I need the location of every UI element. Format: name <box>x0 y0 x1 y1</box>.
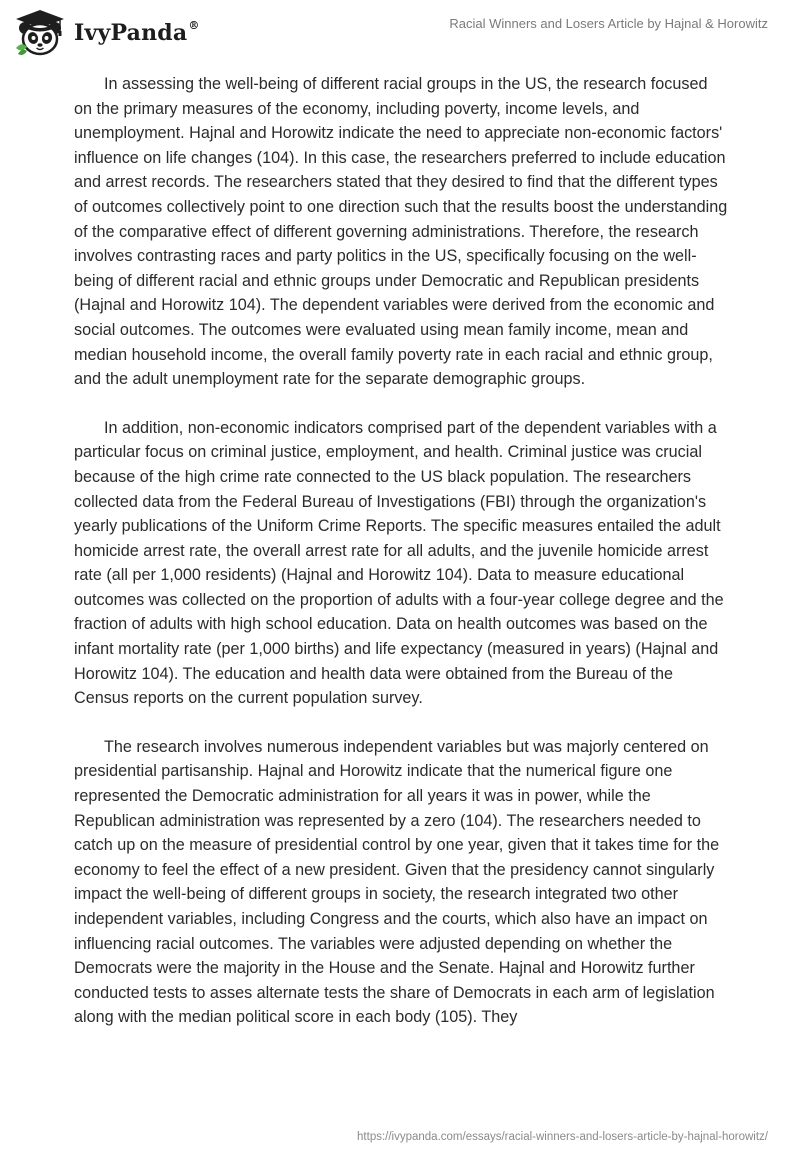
registered-mark: ® <box>188 19 200 32</box>
document-title: Racial Winners and Losers Article by Hajnal & Horowitz <box>449 16 768 31</box>
page-header <box>0 0 800 60</box>
paragraph: In assessing the well-being of different racial groups in the US, the research focused on the primary measures of the economy, including poverty, income levels, and unemployment. Hajnal and Horowitz indicate the need to appreciate non-economic factors' influence on life changes (104). In this case, the researchers preferred to include education and arrest records. The researchers stated that they desired to find that the different types of outcomes collectively point to one direction such that the results boost the understanding of the comparative effect of different governing administrations. Therefore, the research involves contrasting races and party politics in the US, specifically focusing on the well-being of different racial and ethnic groups under Democratic and Republican presidents (Hajnal and Horowitz 104). The dependent variables were derived from the economic and social outcomes. The outcomes were evaluated using mean family income, mean and median household income, the overall family poverty rate in each racial and ethnic group, and the adult unemployment rate for the separate demographic groups. <box>74 75 728 389</box>
essay-body <box>74 72 728 1054</box>
ivypanda-logo[interactable] <box>12 8 200 56</box>
brand-name: IvyPanda® <box>74 19 200 46</box>
panda-graduate-icon <box>12 8 68 56</box>
paragraph: The research involves numerous independent variables but was majorly centered on presidential partisanship. Hajnal and Horowitz indicate that the numerical figure one represented the Democratic administration for all years it was in power, while the Republican administration was represented by a zero (104). The researchers needed to catch up on the measure of presidential control by one year, given that it takes time for the economy to feel the effect of a new president. Given that the presidency cannot singularly impact the well-being of different groups in society, the research integrated two other independent variables, including Congress and the courts, which also have an impact on influencing racial outcomes. The variables were adjusted depending on whether the Democrats were the majority in the House and the Senate. Hajnal and Horowitz further conducted tests to asses alternate tests the share of Democrats in each arm of legislation along with the median political score in each body (105). They <box>74 737 720 1027</box>
paragraph: In addition, non-economic indicators comprised part of the dependent variables with a particular focus on criminal justice, employment, and health. Criminal justice was crucial because of the high crime rate connected to the US black population. The researchers collected data from the Federal Bureau of Investigations (FBI) through the organization's yearly publications of the Uniform Crime Reports. The specific measures entailed the adult homicide arrest rate, the overall arrest rate for all adults, and the juvenile homicide arrest rate (all per 1,000 residents) (Hajnal and Horowitz 104). Data to measure educational outcomes was collected on the proportion of adults with a four-year college degree and the fraction of adults with high school education. Data on health outcomes was based on the infant mortality rate (per 1,000 births) and life expectancy (measured in years) (Hajnal and Horowitz 104). The education and health data were obtained from the Bureau of the Census reports on the current population survey. <box>74 418 724 708</box>
source-url[interactable]: https://ivypanda.com/essays/racial-winners-and-losers-article-by-hajnal-horowitz/ <box>357 1131 768 1143</box>
